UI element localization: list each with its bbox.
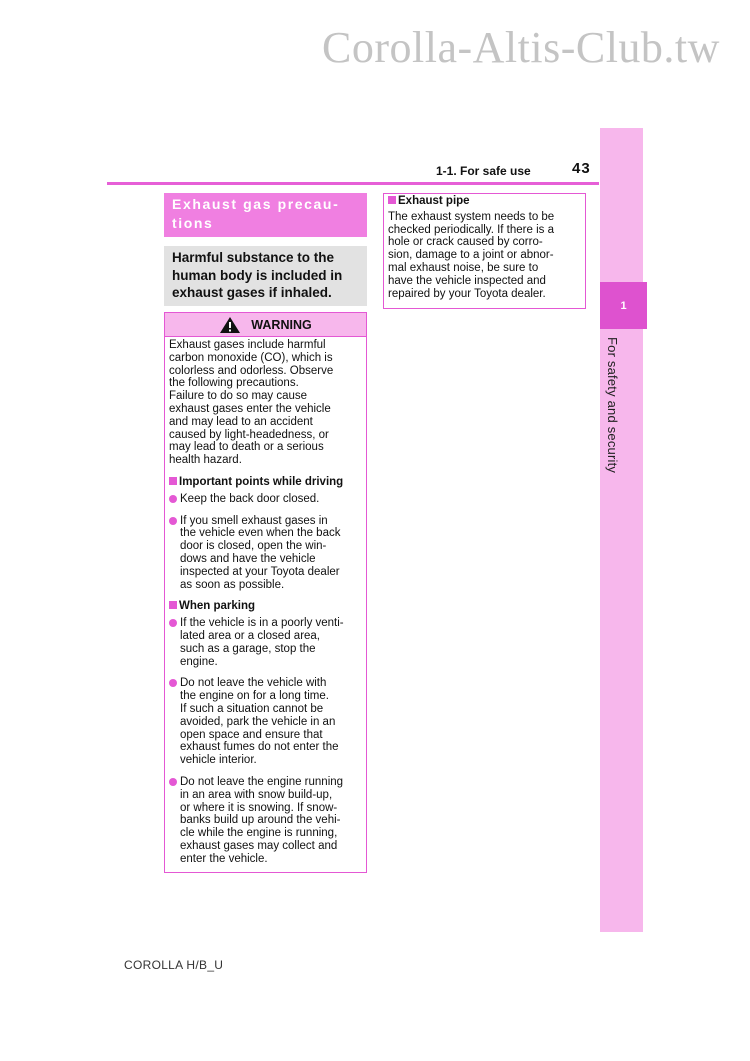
- text-line: may lead to death or a serious: [169, 441, 324, 454]
- text-line: engine.: [180, 655, 218, 668]
- section-title: [164, 193, 367, 237]
- text-line: the vehicle even when the back: [180, 527, 341, 540]
- text-line: Keep the back door closed.: [180, 492, 320, 505]
- section-header: 1-1. For safe use: [436, 164, 531, 178]
- subheading-text: Exhaust pipe: [398, 195, 470, 207]
- watermark: Corolla-Altis-Club.tw: [322, 23, 720, 72]
- text-line: caused by light-headedness, or: [169, 428, 329, 441]
- text-line: vehicle interior.: [180, 754, 257, 767]
- header-rule: [107, 182, 599, 185]
- text-line: exhaust gases enter the vehicle: [169, 402, 331, 415]
- list-item: [169, 515, 362, 592]
- warning-label: WARNING: [251, 317, 312, 332]
- text-line: exhaust gases may collect and: [180, 839, 338, 852]
- text-line: mal exhaust noise, be sure to: [388, 261, 539, 274]
- square-bullet-icon: [388, 196, 396, 204]
- subheading-text: Important points while driving: [179, 475, 344, 488]
- exhaust-pipe-text: [388, 211, 581, 301]
- summary-box: [164, 246, 367, 306]
- text-line: the following precautions.: [169, 377, 299, 390]
- title-line: Exhaust gas precau-: [172, 196, 340, 212]
- warning-triangle-icon: [219, 316, 241, 334]
- exhaust-pipe-subheading: [388, 195, 581, 208]
- text-line: and may lead to an accident: [169, 415, 313, 428]
- page-number: 43: [572, 160, 591, 177]
- square-bullet-icon: [169, 601, 177, 609]
- text-line: The exhaust system needs to be: [388, 210, 555, 223]
- text-line: Exhaust gases include harmful: [169, 339, 326, 351]
- text-line: the engine on for a long time.: [180, 690, 329, 703]
- text-line: If you smell exhaust gases in: [180, 514, 328, 527]
- text-line: hole or crack caused by corro-: [388, 236, 543, 249]
- summary-line: human body is included in: [172, 267, 343, 283]
- list-item: [169, 617, 362, 668]
- text-line: Do not leave the vehicle with: [180, 677, 327, 690]
- text-line: Failure to do so may cause: [169, 390, 308, 403]
- dot-bullet-icon: [169, 517, 177, 525]
- text-line: in an area with snow build-up,: [180, 788, 333, 801]
- text-line: door is closed, open the win-: [180, 540, 327, 553]
- warning-box: [164, 312, 367, 873]
- driving-subheading: [169, 476, 362, 489]
- text-line: repaired by your Toyota dealer.: [388, 287, 546, 300]
- summary-line: exhaust gases if inhaled.: [172, 285, 332, 300]
- dot-bullet-icon: [169, 679, 177, 687]
- text-line: cle while the engine is running,: [180, 827, 338, 840]
- text-line: open space and ensure that: [180, 728, 323, 741]
- text-line: checked periodically. If there is a: [388, 223, 554, 236]
- summary-line: Harmful substance to the: [172, 250, 335, 265]
- text-line: carbon monoxide (CO), which is: [169, 351, 333, 364]
- dot-bullet-icon: [169, 619, 177, 627]
- text-line: health hazard.: [169, 454, 242, 467]
- text-line: Do not leave the engine running: [180, 775, 344, 788]
- footer-model-code: COROLLA H/B_U: [124, 958, 224, 972]
- text-line: enter the vehicle.: [180, 852, 268, 865]
- dot-bullet-icon: [169, 778, 177, 786]
- exhaust-pipe-box: [383, 193, 586, 309]
- text-line: avoided, park the vehicle in an: [180, 715, 336, 728]
- list-item: [169, 776, 362, 866]
- chapter-label: For safety and security: [605, 337, 620, 474]
- text-line: exhaust fumes do not enter the: [180, 741, 339, 754]
- warning-header: [165, 313, 366, 337]
- warning-intro: [169, 339, 362, 467]
- subheading-text: When parking: [179, 600, 256, 613]
- title-line: tions: [172, 215, 214, 231]
- text-line: have the vehicle inspected and: [388, 274, 546, 287]
- parking-subheading: [169, 600, 362, 613]
- text-line: or where it is snowing. If snow-: [180, 801, 338, 814]
- dot-bullet-icon: [169, 495, 177, 503]
- text-line: sion, damage to a joint or abnor-: [388, 249, 554, 262]
- square-bullet-icon: [169, 477, 177, 485]
- text-line: If the vehicle is in a poorly venti-: [180, 617, 344, 630]
- text-line: banks build up around the vehi-: [180, 814, 341, 827]
- side-chapter-tab: [600, 128, 643, 932]
- text-line: If such a situation cannot be: [180, 702, 324, 715]
- list-item: [169, 677, 362, 767]
- text-line: dows and have the vehicle: [180, 552, 316, 565]
- text-line: colorless and odorless. Observe: [169, 364, 334, 377]
- text-line: such as a garage, stop the: [180, 642, 316, 655]
- list-item: [169, 493, 362, 506]
- chapter-number: 1: [600, 282, 647, 329]
- warning-body: [165, 337, 366, 865]
- text-line: inspected at your Toyota dealer: [180, 565, 340, 578]
- text-line: lated area or a closed area,: [180, 629, 321, 642]
- text-line: as soon as possible.: [180, 578, 285, 591]
